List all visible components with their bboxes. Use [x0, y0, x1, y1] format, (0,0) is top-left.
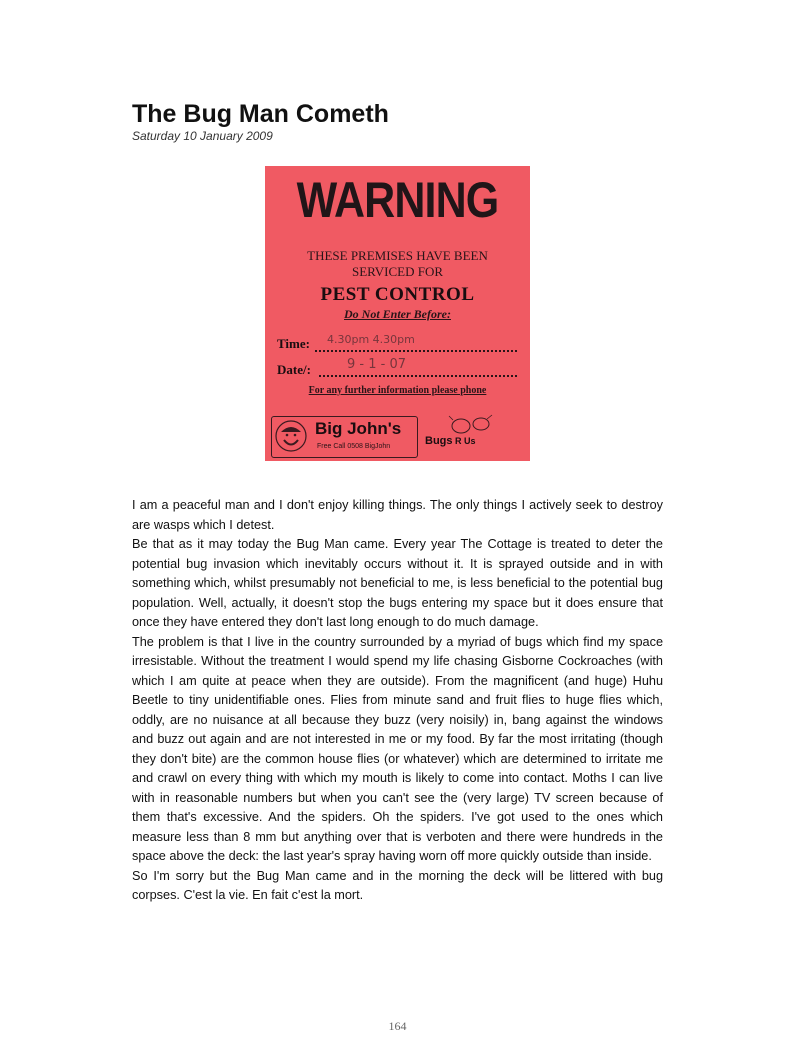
date-dotted-line [319, 375, 517, 377]
paragraph-3: The problem is that I live in the country surrounded by a myriad of bugs which find my space irresistable. Without the treatment I would spend my life chasing Gisborne Cockroaches (with which I am quite at peace when they are outside). From the magnificent (and huge) Huhu Beetle to tiny unidentifiable ones. Flies from minute sand and fruit flies to huge flies which, oddly, are no nuisance at all because they buzz (very noisily) in, bang against the windows and buzz out again and are not interested in me or my food. By far the most irritating (though they don't bite) are the common house flies (or whatever) which are determined to irritate me and crawl on every thing with which my mouth is likely to come into contact. Moths I can live with in reasonable numbers but when you can't see the (very large) TV screen because of them that's excessive. And the spiders. Oh the spiders. I've got used to the ones which measure less than 8 mm but anything over that is verboten and there were hundreds in the space above the deck: the last year's spray having worn off more quickly outside than inside. [132, 634, 663, 863]
brand-name: Big John's [315, 419, 402, 438]
phone-note: For any further information please phone [308, 385, 487, 396]
page-number: 164 [388, 1019, 407, 1033]
premises-line-1: THESE PREMISES HAVE BEEN [307, 248, 488, 263]
paragraph-4: So I'm sorry but the Bug Man came and in the morning the deck will be littered with bug corpses. C'est la vie. En fait c'est la mort. [132, 868, 663, 902]
big-john-mascot-icon [275, 420, 307, 452]
premises-line-2: SERVICED FOR [351, 264, 444, 279]
warning-notice-photo [265, 166, 530, 461]
warning-heading: WARNING [296, 172, 499, 228]
time-label: Time: [277, 336, 310, 351]
post-date: Saturday 10 January 2009 [132, 129, 273, 143]
bugs-logo-suffix: R Us [455, 436, 476, 446]
pest-control-label: PEST CONTROL [320, 284, 475, 305]
paragraph-1: I am a peaceful man and I don't enjoy killing things. The only things I actively seek to destroy are wasps which I detest. [132, 498, 663, 532]
date-handwritten: 9 - 1 - 07 [347, 357, 406, 372]
bugs-logo-text: Bugs [425, 435, 453, 447]
do-not-enter-label: Do Not Enter Before: [344, 307, 451, 321]
bugs-r-us-logo [423, 414, 513, 456]
page-title: The Bug Man Cometh [132, 100, 389, 128]
time-handwritten: 4.30pm 4.30pm [327, 333, 415, 346]
brand-phone: Free Call 0508 BigJohn [317, 443, 391, 450]
date-label: Date/: [277, 362, 311, 377]
time-dotted-line [315, 350, 517, 352]
paragraph-2: Be that as it may today the Bug Man came. Every year The Cottage is treated to deter the potential bug invasion which inevitably occurs without it. It is sprayed outside and in with something which, whilst presumably not beneficial to me, is less beneficial to the potential bug population. Well, actually, it doesn't stop the bugs entering my space but it does ensure that once they have entered they don't last long enough to do much damage. [132, 537, 663, 629]
article-body [132, 496, 663, 906]
